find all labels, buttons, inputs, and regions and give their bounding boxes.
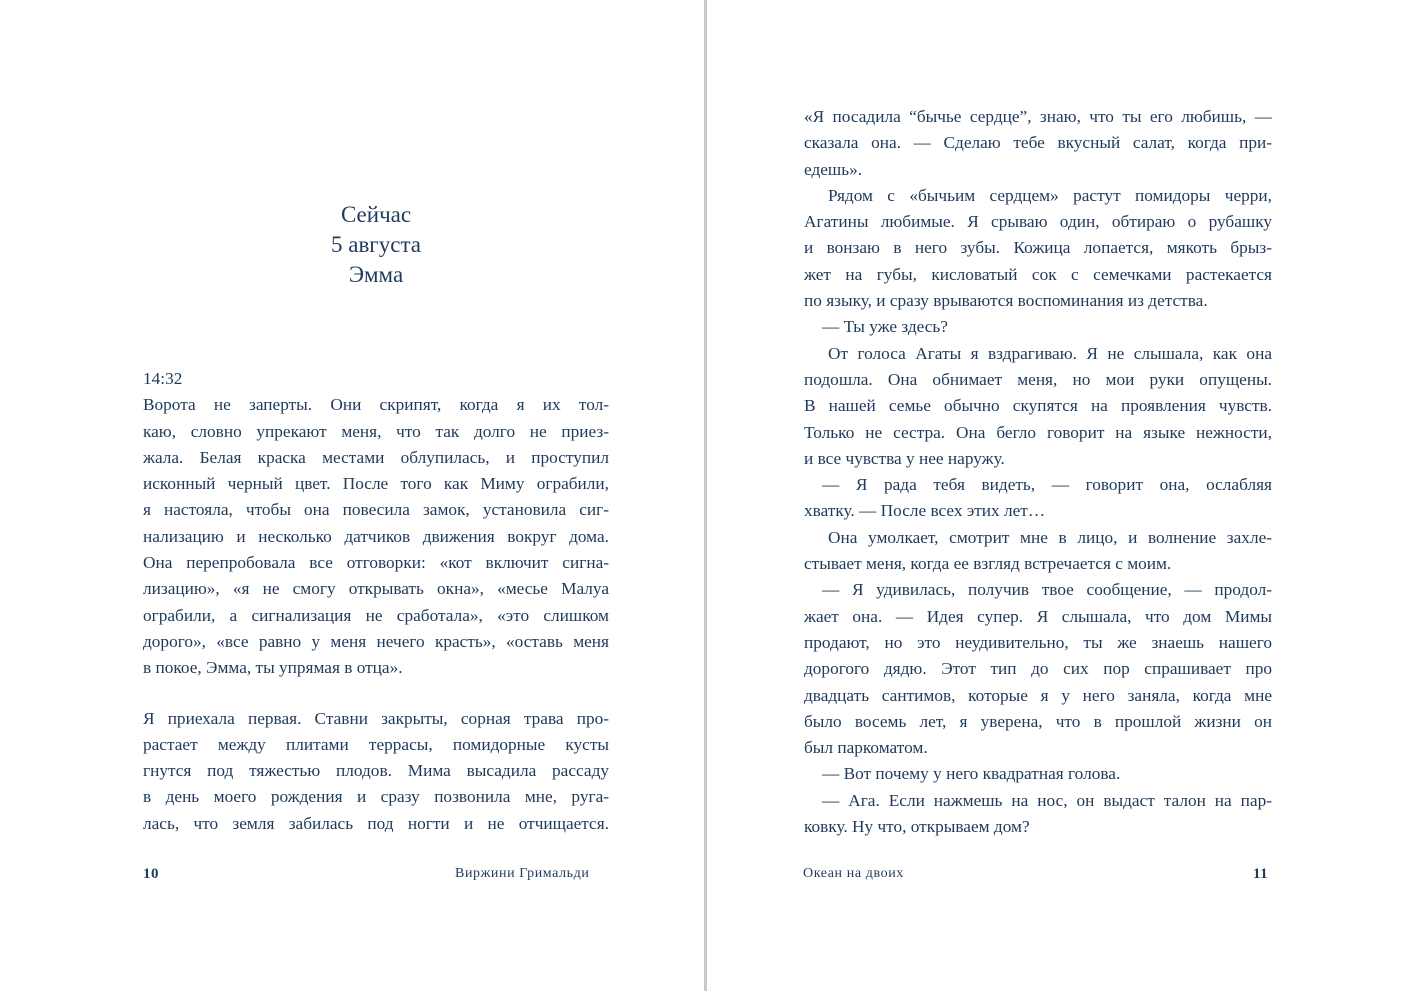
text-line: жет на губы, кисловатый сок с семечками растекается [804, 264, 1272, 284]
text-line: Агатины любимые. Я срываю один, обтираю о рубашку [804, 212, 1272, 232]
text-line: В нашей семье обычно скупятся на проявления чувств. [804, 396, 1272, 416]
text-line: нализацию и несколько датчиков движения вокруг дома. [143, 526, 609, 546]
text-line: Она умолкает, смотрит мне в лицо, и волнение захле- [828, 527, 1272, 547]
text-line: — Ты уже здесь? [822, 317, 948, 337]
left-page [0, 0, 704, 991]
text-line: — Ага. Если нажмешь на нос, он выдаст талон на пар- [822, 790, 1272, 810]
text-line: — Вот почему у него квадратная голова. [822, 764, 1121, 784]
running-head-title: Океан на двоих [803, 866, 904, 881]
page-number-left: 10 [143, 866, 159, 882]
right-body-text [804, 104, 1272, 840]
left-body-text [143, 366, 609, 837]
text-line: исконный черный цвет. После того как Миму ограбили, [143, 474, 609, 494]
paragraph-2 [143, 706, 609, 837]
text-line: я настояла, чтобы она повесила замок, установила сиг- [143, 500, 609, 520]
text-line: двадцать сантимов, которые я у него заняла, когда мне [804, 685, 1272, 705]
text-line: Только не сестра. Она бегло говорит на языке нежности, [804, 422, 1272, 442]
text-line: лась, что земля забилась под ногти и не отчищается. [143, 813, 609, 833]
chapter-heading-line-2: 5 августа [330, 232, 421, 257]
text-line: — Я удивилась, получив твое сообщение, — продол- [822, 580, 1272, 600]
page-number-right: 11 [1253, 866, 1269, 882]
text-line: сказала она. — Сделаю тебе вкусный салат, когда при- [804, 133, 1272, 153]
text-line: «Я посадила “бычье сердце”, знаю, что ты его любишь, — [804, 107, 1272, 126]
running-head-author: Виржини Гримальди [455, 866, 590, 881]
text-line: ограбили, а сигнализация не сработала», «это слишком [143, 605, 609, 625]
paragraph-1 [143, 392, 609, 681]
text-line: растает между плитами террасы, помидорные кусты [143, 734, 609, 754]
text-line: подошла. Она обнимает меня, но мои руки опущены. [804, 369, 1272, 389]
text-line: каю, словно упрекают меня, что так долго не приез- [143, 421, 609, 441]
text-line: Я приехала первая. Ставни закрыты, сорная трава про- [143, 708, 609, 728]
text-line: Ворота не заперты. Они скрипят, когда я их тол- [143, 395, 609, 415]
text-line: продают, но это неудивительно, ты же знаешь нашего [804, 632, 1272, 652]
text-line: был паркоматом. [804, 738, 928, 758]
time-stamp: 14:32 [143, 369, 183, 388]
chapter-heading-line-3: Эмма [348, 262, 404, 287]
text-line: жала. Белая краска местами облупилась, и проступил [143, 447, 609, 467]
right-page [707, 0, 1410, 991]
text-line: дорого», «все равно у меня нечего красть», «оставь меня [143, 631, 609, 651]
text-line: хватку. — После всех этих лет… [804, 501, 1046, 521]
text-line: лизацию», «я не смогу открывать окна», «месье Малуа [143, 579, 609, 599]
text-line: и все чувства у нее наружу. [804, 448, 1005, 468]
text-line: по языку, и сразу врываются воспоминания из детства. [804, 291, 1208, 311]
text-line: От голоса Агаты я вздрагиваю. Я не слышала, как она [828, 343, 1272, 363]
chapter-heading [143, 200, 609, 290]
chapter-heading-line-1: Сейчас [340, 202, 412, 227]
text-line: Рядом с «бычьим сердцем» растут помидоры черри, [828, 185, 1272, 205]
text-line: — Я рада тебя видеть, — говорит она, ослабляя [822, 475, 1272, 495]
text-line: жает она. — Идея супер. Я слышала, что дом Мимы [804, 606, 1272, 626]
text-line: и вонзаю в него зубы. Кожица лопается, мякоть брыз- [804, 238, 1272, 258]
text-line: в день моего рождения и сразу позвонила мне, руга- [143, 787, 609, 807]
text-line: ковку. Ну что, открываем дом? [804, 817, 1030, 837]
text-line: Она перепробовала все отговорки: «кот включит сигна- [143, 553, 609, 573]
text-line: стывает меня, когда ее взгляд встречается с моим. [804, 554, 1172, 574]
text-line: в покое, Эмма, ты упрямая в отца». [143, 658, 403, 678]
text-line: гнутся под тяжестью плодов. Мима высадила рассаду [143, 761, 609, 781]
text-line: дорогого дядю. Этот тип до сих пор спрашивает про [804, 659, 1272, 679]
text-line: было восемь лет, я уверена, что в прошлой жизни он [804, 711, 1272, 731]
text-line: едешь». [804, 159, 863, 179]
